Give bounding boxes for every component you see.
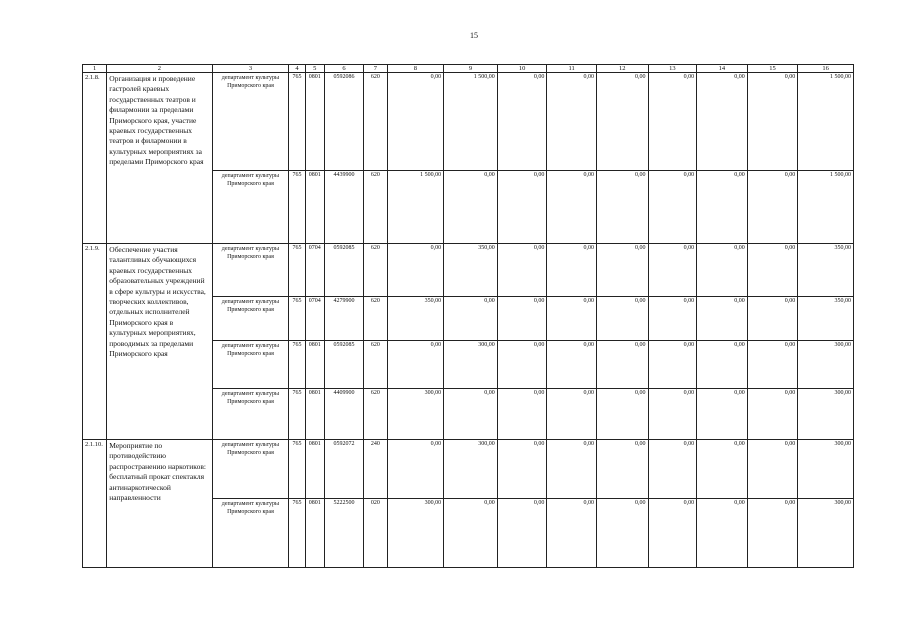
value-cell: 0,00 [497,171,547,244]
header-cell: 5 [305,65,324,73]
department-cell: департамент культуры Приморского края [212,440,289,499]
value-cell: 0,00 [547,297,597,341]
value-cell: 350,00 [387,297,444,341]
value-cell: 0,00 [747,389,798,440]
header-cell: 4 [289,65,305,73]
code-cell: 020 [364,499,387,568]
value-cell: 0,00 [547,341,597,389]
code-cell: 4439900 [324,171,363,244]
value-cell: 0,00 [444,389,498,440]
value-cell: 0,00 [497,244,547,297]
code-cell: 0801 [305,440,324,499]
header-cell: 10 [497,65,547,73]
code-cell: 0592086 [324,73,363,171]
code-cell: 4279900 [324,297,363,341]
value-cell: 0,00 [747,73,798,171]
value-cell: 0,00 [497,297,547,341]
value-cell: 300,00 [798,499,854,568]
code-cell: 765 [289,244,305,297]
value-cell: 1 500,00 [444,73,498,171]
header-cell: 12 [596,65,648,73]
value-cell: 0,00 [648,499,697,568]
value-cell: 0,00 [596,244,648,297]
value-cell: 0,00 [387,244,444,297]
value-cell: 0,00 [596,440,648,499]
header-cell: 11 [547,65,597,73]
value-cell: 350,00 [798,297,854,341]
header-cell: 6 [324,65,363,73]
value-cell: 300,00 [387,499,444,568]
code-cell: 765 [289,73,305,171]
value-cell: 0,00 [596,499,648,568]
code-cell: 0801 [305,499,324,568]
value-cell: 0,00 [697,440,748,499]
value-cell: 1 500,00 [798,171,854,244]
code-cell: 620 [364,73,387,171]
department-cell: департамент культуры Приморского края [212,297,289,341]
value-cell: 0,00 [497,73,547,171]
value-cell: 0,00 [497,341,547,389]
code-cell: 620 [364,297,387,341]
value-cell: 0,00 [697,244,748,297]
value-cell: 0,00 [697,73,748,171]
value-cell: 300,00 [387,389,444,440]
column-number-header [83,65,854,73]
section-number: 2.1.9. [83,244,107,440]
code-cell: 240 [364,440,387,499]
value-cell: 0,00 [648,73,697,171]
value-cell: 0,00 [547,171,597,244]
department-cell: департамент культуры Приморского края [212,499,289,568]
value-cell: 0,00 [547,389,597,440]
value-cell: 0,00 [596,389,648,440]
value-cell: 0,00 [497,440,547,499]
code-cell: 620 [364,389,387,440]
value-cell: 1 500,00 [387,171,444,244]
department-cell: департамент культуры Приморского края [212,171,289,244]
value-cell: 0,00 [387,440,444,499]
code-cell: 765 [289,440,305,499]
value-cell: 0,00 [747,297,798,341]
table-row [83,244,854,297]
section-name: Организация и проведение гастролей краевых государственных театров и филармонии за пределами Приморского края, участие краевых государственных театров и филармонии в культурных мероприятиях за пределами Приморского края [107,73,212,244]
value-cell: 0,00 [444,171,498,244]
page-number: 15 [470,31,478,40]
value-cell: 0,00 [547,440,597,499]
value-cell: 0,00 [747,171,798,244]
value-cell: 0,00 [547,244,597,297]
value-cell: 300,00 [798,341,854,389]
value-cell: 0,00 [648,171,697,244]
table-row [83,440,854,499]
value-cell: 300,00 [444,341,498,389]
value-cell: 350,00 [798,244,854,297]
code-cell: 620 [364,244,387,297]
value-cell: 0,00 [747,341,798,389]
value-cell: 350,00 [444,244,498,297]
value-cell: 0,00 [697,171,748,244]
value-cell: 0,00 [648,341,697,389]
section-name: Мероприятие по противодействию распространению наркотиков: бесплатный прокат спектакля антинаркотической направленности [107,440,212,568]
header-cell: 9 [444,65,498,73]
code-cell: 0801 [305,171,324,244]
table-row [83,73,854,171]
code-cell: 765 [289,171,305,244]
department-cell: департамент культуры Приморского края [212,341,289,389]
value-cell: 0,00 [387,73,444,171]
department-cell: департамент культуры Приморского края [212,73,289,171]
code-cell: 0704 [305,244,324,297]
header-cell: 13 [648,65,697,73]
value-cell: 0,00 [747,499,798,568]
value-cell: 0,00 [697,389,748,440]
department-cell: департамент культуры Приморского края [212,389,289,440]
code-cell: 0592072 [324,440,363,499]
value-cell: 0,00 [697,341,748,389]
code-cell: 765 [289,297,305,341]
code-cell: 0592085 [324,341,363,389]
header-cell: 15 [747,65,798,73]
value-cell: 0,00 [596,341,648,389]
header-cell: 7 [364,65,387,73]
code-cell: 0801 [305,389,324,440]
code-cell: 5222500 [324,499,363,568]
value-cell: 300,00 [444,440,498,499]
value-cell: 0,00 [648,389,697,440]
value-cell: 0,00 [596,73,648,171]
section-name: Обеспечение участия талантливых обучающихся краевых государственных образовательных учреждений в сфере культуры и искусства, творческих коллективов, отдельных исполнителей Приморского края в культурных мероприятиях, проводимых за пределами Приморского края [107,244,212,440]
value-cell: 300,00 [798,389,854,440]
value-cell: 0,00 [497,499,547,568]
header-cell: 14 [697,65,748,73]
header-cell: 1 [83,65,107,73]
code-cell: 620 [364,171,387,244]
header-cell: 2 [107,65,212,73]
value-cell: 0,00 [444,297,498,341]
budget-table [82,64,854,568]
value-cell: 0,00 [697,297,748,341]
value-cell: 0,00 [648,244,697,297]
value-cell: 0,00 [547,73,597,171]
value-cell: 0,00 [697,499,748,568]
department-cell: департамент культуры Приморского края [212,244,289,297]
code-cell: 765 [289,499,305,568]
value-cell: 0,00 [747,440,798,499]
section-number: 2.1.8. [83,73,107,244]
header-cell: 16 [798,65,854,73]
code-cell: 0592085 [324,244,363,297]
code-cell: 0704 [305,297,324,341]
code-cell: 765 [289,389,305,440]
code-cell: 0801 [305,341,324,389]
code-cell: 765 [289,341,305,389]
value-cell: 0,00 [648,297,697,341]
header-cell: 3 [212,65,289,73]
code-cell: 4409900 [324,389,363,440]
value-cell: 0,00 [648,440,697,499]
code-cell: 620 [364,341,387,389]
value-cell: 0,00 [497,389,547,440]
value-cell: 1 500,00 [798,73,854,171]
value-cell: 0,00 [547,499,597,568]
value-cell: 0,00 [444,499,498,568]
value-cell: 0,00 [596,297,648,341]
code-cell: 0801 [305,73,324,171]
value-cell: 0,00 [387,341,444,389]
header-cell: 8 [387,65,444,73]
section-number: 2.1.10. [83,440,107,568]
value-cell: 300,00 [798,440,854,499]
value-cell: 0,00 [596,171,648,244]
value-cell: 0,00 [747,244,798,297]
